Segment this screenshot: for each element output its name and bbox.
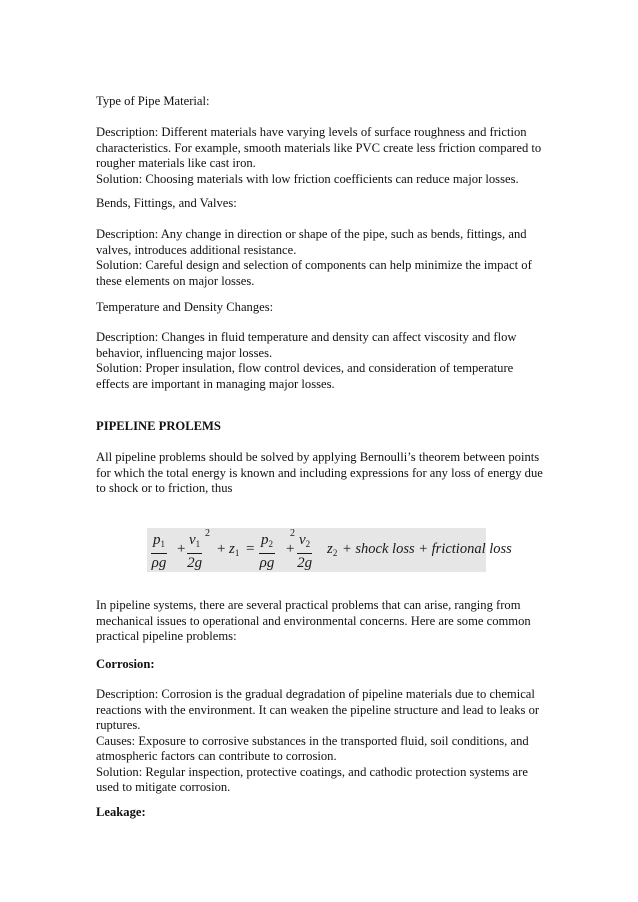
- equation-sup: 2: [205, 528, 210, 539]
- heading-leakage: [96, 805, 546, 821]
- equation-fraction-v1: $\frac{v_1}{2g}$: [187, 532, 203, 571]
- bernoulli-equation: [147, 528, 512, 572]
- section-heading: Leakage:: [96, 805, 146, 819]
- paragraph: Description: Different materials have varying levels of surface roughness and friction characteristics. For example, smooth materials like PVC create less friction compared to rougher materials like cast iron.: [96, 125, 542, 170]
- paragraph: Causes: Exposure to corrosive substances in the transported fluid, soil conditions, and atmospheric factors can contribute to corrosion.: [96, 733, 529, 763]
- paragraph: In pipeline systems, there are several practical problems that can arise, ranging from mechanical issues to operational and environmental concerns. Here are some common practical pipeline problems:: [96, 598, 531, 643]
- equation-plus: +: [217, 541, 226, 557]
- section-practical-intro: [96, 598, 546, 645]
- paragraph: Solution: Careful design and selection of components can help minimize the impact of these elements on major losses.: [96, 258, 532, 288]
- paragraph: Description: Any change in direction or shape of the pipe, such as bends, fittings, and valves, introduces additional resistance.: [96, 227, 527, 257]
- section-pipe-material-title: [96, 94, 546, 110]
- equation-fraction-p2: $\frac{p_2}{\rho g}$: [259, 532, 275, 571]
- section-heading: Corrosion:: [96, 657, 155, 671]
- section-bends-title: [96, 196, 546, 212]
- equation-z1: $z_1$: [229, 541, 240, 558]
- equation-fraction-v2: $\frac{v_2}{2g}$: [297, 532, 313, 571]
- equation-plus: +: [286, 541, 295, 557]
- equation-fraction-p1: $\frac{p_1}{\rho g}$: [151, 532, 167, 571]
- paragraph: Solution: Proper insulation, flow control devices, and consideration of temperature effects are important in managing major losses.: [96, 361, 514, 391]
- section-temperature-body: [96, 330, 546, 392]
- paragraph: Description: Changes in fluid temperature and density can affect viscosity and flow behavior, influencing major losses.: [96, 330, 517, 360]
- paragraph: Temperature and Density Changes:: [96, 300, 274, 314]
- section-corrosion-body: [96, 687, 546, 796]
- equation-equals: =: [246, 541, 255, 557]
- paragraph: Type of Pipe Material:: [96, 94, 210, 108]
- heading-corrosion: [96, 657, 546, 673]
- paragraph: Bends, Fittings, and Valves:: [96, 196, 237, 210]
- section-bernoulli-intro: [96, 450, 546, 497]
- equation-loss-terms: + shock loss + frictional loss: [342, 541, 512, 557]
- section-temperature-title: [96, 300, 546, 316]
- section-bends-body: [96, 227, 546, 289]
- section-heading: PIPELINE PROLEMS: [96, 419, 221, 433]
- heading-pipeline-problems: [96, 419, 546, 435]
- paragraph: Solution: Regular inspection, protective coatings, and cathodic protection systems are used to mitigate corrosion.: [96, 764, 528, 794]
- equation-plus: +: [177, 541, 186, 557]
- paragraph: Solution: Choosing materials with low friction coefficients can reduce major losses.: [96, 171, 519, 186]
- paragraph: Description: Corrosion is the gradual degradation of pipeline materials due to chemical reactions with the environment. It can weaken the pipeline structure and lead to leaks or ruptures.: [96, 687, 540, 732]
- section-pipe-material-body: [96, 125, 546, 187]
- paragraph: All pipeline problems should be solved by applying Bernoulli’s theorem between points for which the total energy is known and including expressions for any loss of energy due to shock or to friction, thus: [96, 450, 543, 495]
- equation-z2: $z_2$: [327, 541, 338, 558]
- equation-sup: 2: [290, 528, 295, 539]
